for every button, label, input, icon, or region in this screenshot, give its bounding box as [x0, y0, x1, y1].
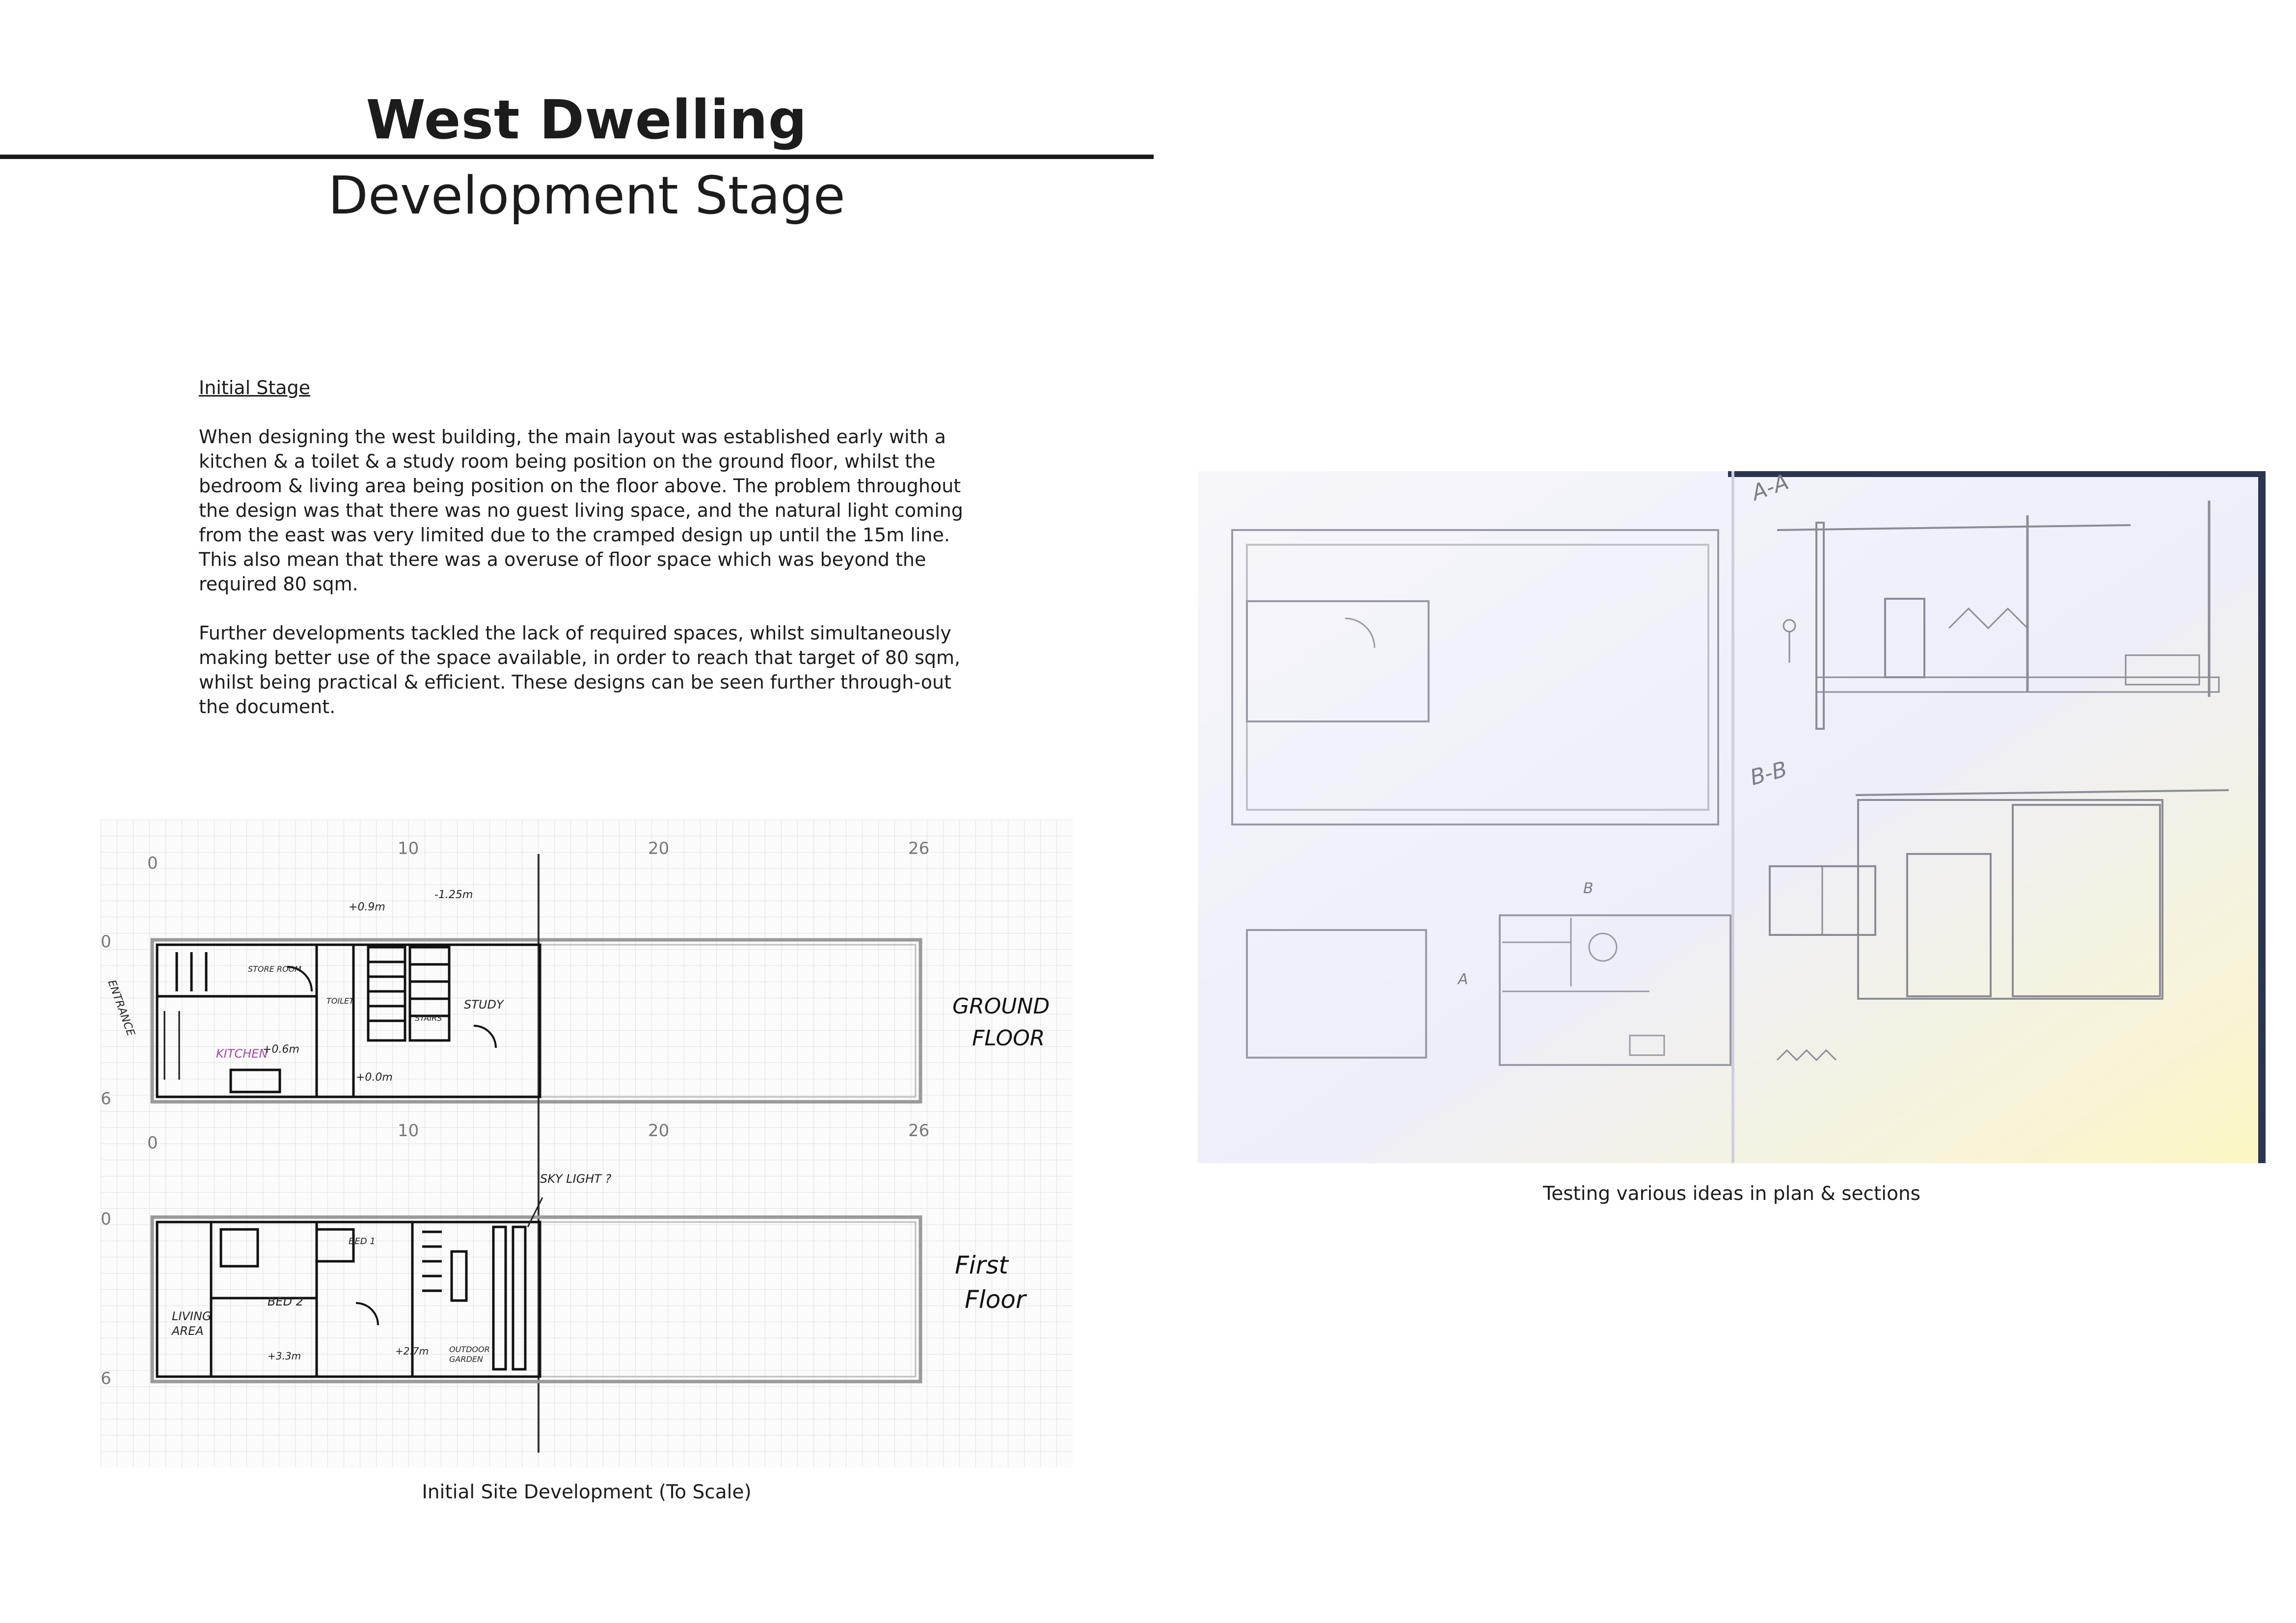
svg-text:GROUND: GROUND: [952, 994, 1050, 1019]
svg-text:26: 26: [908, 839, 930, 858]
svg-text:20: 20: [648, 839, 670, 858]
svg-text:0: 0: [101, 1209, 111, 1229]
svg-text:AREA: AREA: [172, 1324, 204, 1338]
svg-text:LIVING: LIVING: [172, 1309, 212, 1323]
svg-text:B-B: B-B: [1747, 756, 1790, 791]
svg-text:A-A: A-A: [1748, 471, 1792, 506]
svg-text:GARDEN: GARDEN: [449, 1355, 483, 1364]
site-plan-drawing: [101, 820, 1073, 1467]
section-heading: Initial Stage: [199, 377, 311, 399]
svg-text:6: 6: [101, 1369, 111, 1388]
svg-text:STORE ROOM: STORE ROOM: [248, 964, 301, 974]
svg-text:-1.25m: -1.25m: [434, 889, 473, 901]
svg-text:FLOOR: FLOOR: [972, 1026, 1045, 1051]
svg-text:SKY LIGHT ?: SKY LIGHT ?: [540, 1172, 612, 1186]
site-development-sketch: [101, 820, 1073, 1467]
svg-text:6: 6: [101, 1089, 111, 1109]
page-title: West Dwelling: [366, 88, 808, 151]
svg-text:+0.6m: +0.6m: [263, 1043, 299, 1056]
svg-text:+0.9m: +0.9m: [349, 901, 385, 913]
svg-text:+3.3m: +3.3m: [268, 1350, 301, 1362]
svg-text:KITCHEN: KITCHEN: [216, 1047, 268, 1061]
svg-text:STUDY: STUDY: [464, 998, 504, 1011]
svg-text:BED 2: BED 2: [268, 1295, 304, 1308]
svg-text:BED 1: BED 1: [349, 1236, 376, 1247]
body-paragraph-2: Further developments tackled the lack of required spaces, whilst simultaneously making better use of the space available, in order to reach that target of 80 sqm, whilst being practical & efficient. These designs can be seen further through-out the document.: [199, 622, 961, 718]
svg-text:Floor: Floor: [965, 1285, 1026, 1314]
svg-text:OUTDOOR: OUTDOOR: [449, 1345, 490, 1354]
title-divider: [0, 155, 1154, 159]
initial-stage-section: [199, 375, 984, 744]
svg-text:0: 0: [147, 853, 158, 873]
svg-text:0: 0: [147, 1133, 158, 1153]
svg-text:+0.0m: +0.0m: [356, 1071, 393, 1084]
svg-text:10: 10: [398, 839, 419, 858]
plan-section-sketch: [1198, 471, 2266, 1163]
svg-text:+2.7m: +2.7m: [395, 1345, 429, 1357]
site-sketch-caption: Initial Site Development (To Scale): [422, 1481, 752, 1503]
sketchbook-drawing: [1198, 471, 2266, 1163]
svg-text:26: 26: [908, 1121, 930, 1141]
plan-sketch-caption: Testing various ideas in plan & sections: [1543, 1183, 1920, 1205]
page-subtitle: Development Stage: [328, 165, 845, 226]
svg-text:20: 20: [648, 1121, 670, 1141]
svg-text:10: 10: [398, 1121, 419, 1141]
body-paragraph-1: When designing the west building, the main layout was established early with a kitchen & a toilet & a study room being position on the ground floor, whilst the bedroom & living area being position on the floor above. The problem throughout the design was that there was no guest living space, and the natural light coming from the east was very limited due to the cramped design up until the 15m line. This also mean that there was a overuse of floor space which was beyond the required 80 sqm.: [199, 426, 963, 595]
svg-text:First: First: [955, 1251, 1008, 1279]
svg-text:TOILET: TOILET: [326, 996, 354, 1006]
svg-text:STAIRS: STAIRS: [415, 1013, 442, 1023]
svg-text:B: B: [1583, 880, 1594, 897]
svg-text:A: A: [1458, 971, 1468, 988]
svg-text:ENTRANCE: ENTRANCE: [105, 978, 137, 1038]
svg-text:0: 0: [101, 932, 111, 952]
